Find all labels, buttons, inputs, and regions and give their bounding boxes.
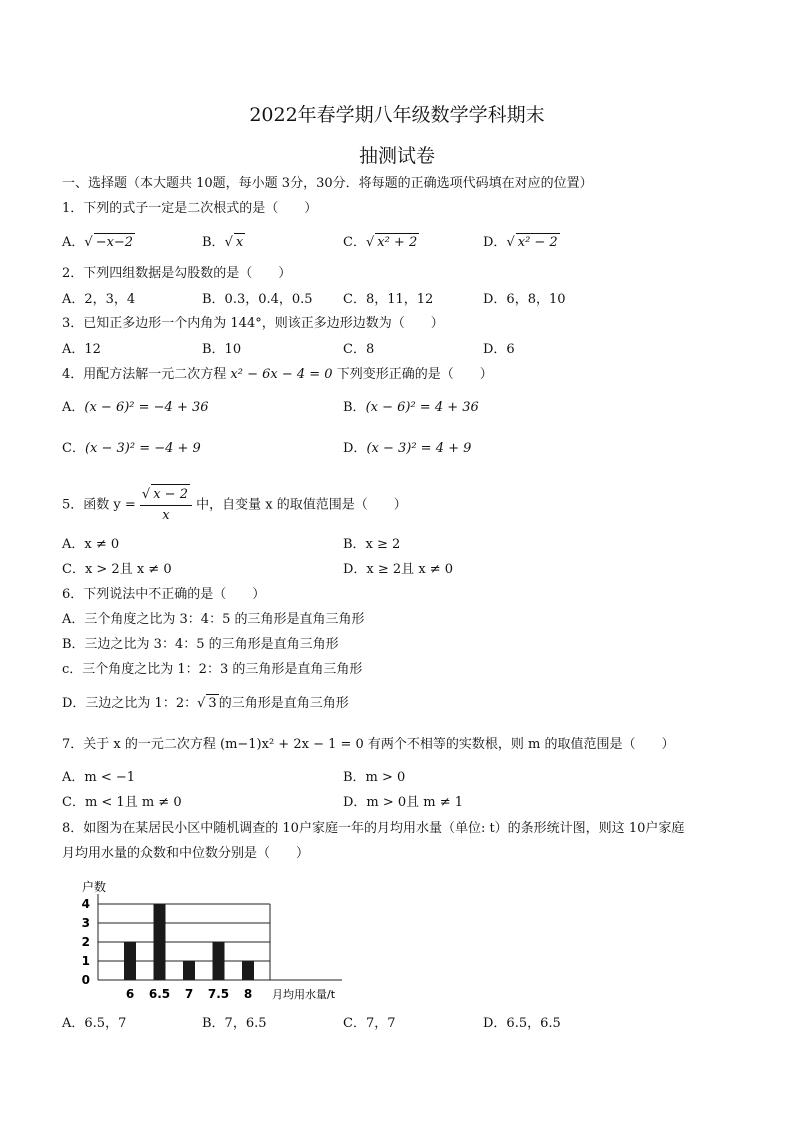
q5-stem: 5．函数 y = $\frac{√ x - 2}{x}$ 中，自变量 x 的取值范围是（ ） [62,484,407,526]
x-tick-label: 7 [184,987,194,1001]
q1-stem: 1．下列的式子一定是二次根式的是（ ） [62,201,318,216]
y-tick-label: 0 [81,973,90,987]
q6-option-c: c．三个角度之比为 1：2：3 的三角形是直角三角形 [62,662,363,677]
q5-option-a: A．x ≠ 0 [62,537,120,552]
chart-layer [82,879,342,1001]
q4-option-c: C．(x − 3)² = −4 + 9 [62,441,201,456]
q8-option-d: D．6.5，6.5 [483,1016,561,1031]
x-tick-label: 7.5 [207,987,230,1001]
q1-option-a: A．√ −x−2 [62,235,134,250]
y-tick-label: 3 [81,916,90,930]
q7-stem: 7．关于 x 的一元二次方程 (m−1)x² + 2x − 1 = 0 有两个不相等的实数根，则 m 的取值范围是（ ） [62,737,675,752]
q6-option-a: A．三个角度之比为 3：4：5 的三角形是直角三角形 [62,612,365,627]
q3-stem: 3．已知正多边形一个内角为 144°，则该正多边形边数为（ ） [62,316,444,331]
q5-option-c: C．x > 2且 x ≠ 0 [62,562,172,577]
q2-option-d: D．6，8，10 [483,292,566,307]
x-tick-label: 6 [125,987,135,1001]
q8-option-c: C．7，7 [343,1016,396,1031]
q2-option-b: B．0.3，0.4，0.5 [202,292,313,307]
bar [183,961,195,980]
y-tick-label: 4 [81,897,90,911]
water-usage-bar-chart [60,868,360,1008]
q1-option-c: C．√ x² + 2 [343,235,418,250]
q8-stem-line2: 月均用水量的众数和中位数分别是（ ） [62,846,310,861]
page-title: 2022年春学期八年级数学学科期末 [249,104,545,126]
q4-option-b: B．(x − 6)² = 4 + 36 [343,400,479,415]
x-axis-label: 月均用水量/t [272,988,336,1001]
q5-option-b: B．x ≥ 2 [343,537,401,552]
q2-option-c: C．8，11，12 [343,292,434,307]
x-tick-label: 8 [243,987,253,1001]
q6-option-b: B．三边之比为 3：4：5 的三角形是直角三角形 [62,637,339,652]
q3-option-d: D．6 [483,342,515,357]
q3-option-c: C．8 [343,342,375,357]
q4-stem: 4．用配方法解一元二次方程 x² − 6x − 4 = 0 下列变形正确的是（ ） [62,367,493,382]
q4-option-d: D．(x − 3)² = 4 + 9 [343,441,472,456]
q6-stem: 6．下列说法中不正确的是（ ） [62,587,266,602]
q8-stem-line1: 8．如图为在某居民小区中随机调查的 10户家庭一年的月均用水量（单位: t）的条形统计图，则这 10户家庭 [62,821,685,836]
bar [124,942,136,980]
bar [213,942,225,980]
q6-option-d: D．三边之比为 1：2：√ 3 的三角形是直角三角形 [62,696,349,711]
q8-option-a: A．6.5，7 [62,1016,127,1031]
y-tick-label: 2 [81,935,90,949]
q5-option-d: D．x ≥ 2且 x ≠ 0 [343,562,454,577]
x-tick-label: 6.5 [148,987,171,1001]
q4-option-a: A．(x − 6)² = −4 + 36 [62,400,209,415]
q1-option-b: B．√ x [202,235,244,250]
q7-option-d: D．m > 0且 m ≠ 1 [343,795,464,810]
bar [242,961,254,980]
q7-option-a: A．m < −1 [62,770,136,785]
page-subtitle: 抽测试卷 [358,145,435,167]
q3-option-b: B．10 [202,342,242,357]
q7-option-c: C．m < 1且 m ≠ 0 [62,795,182,810]
section-header: 一、选择题（本大题共 10题，每小题 3分，30分．将每题的正确选项代码填在对应的位置） [62,176,593,191]
q3-option-a: A．12 [62,342,101,357]
y-tick-label: 1 [81,954,90,968]
q2-stem: 2．下列四组数据是勾股数的是（ ） [62,266,292,281]
q1-option-d: D．√ x² − 2 [483,235,558,250]
q2-option-a: A．2，3，4 [62,292,136,307]
q8-option-b: B．7，6.5 [202,1016,267,1031]
bar [154,904,166,980]
y-axis-label: 户数 [82,880,107,894]
q7-option-b: B．m > 0 [343,770,406,785]
